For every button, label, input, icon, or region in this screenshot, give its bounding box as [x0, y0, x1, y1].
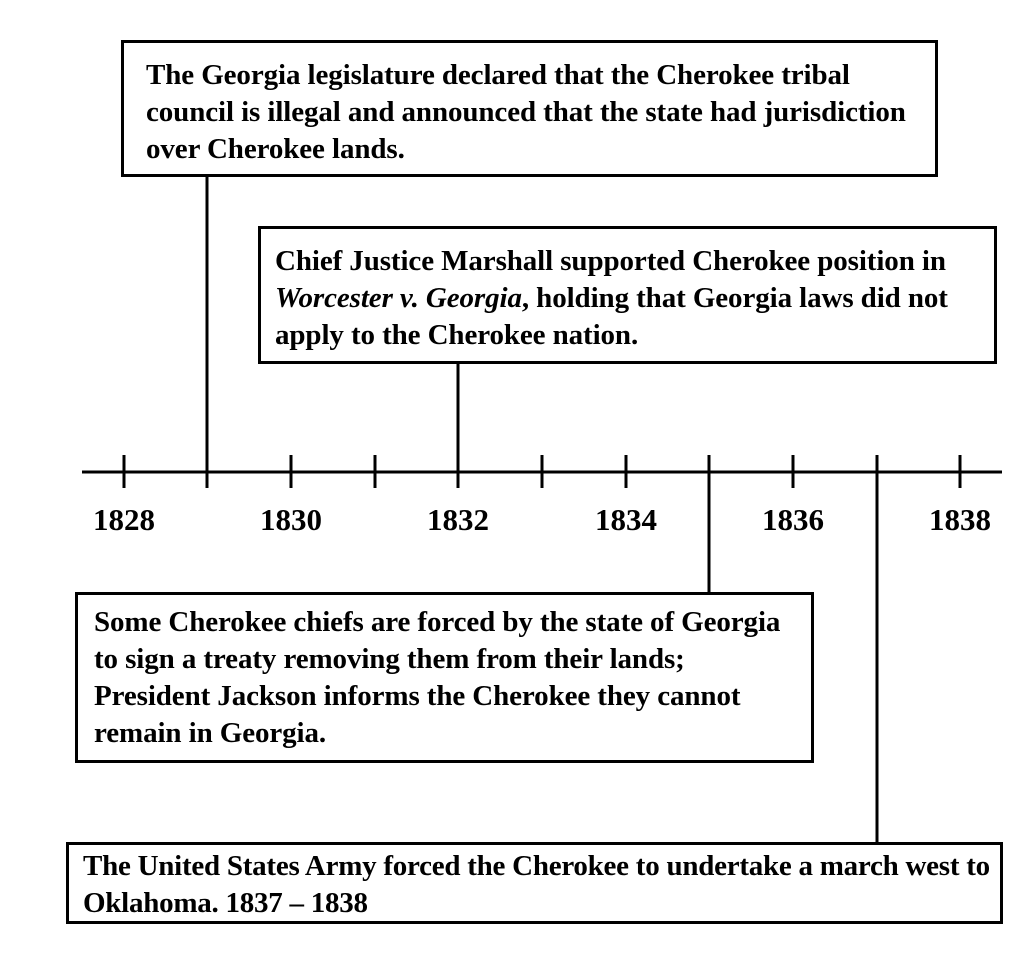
event-text-georgia-legislature: The Georgia legislature declared that the Cherokee tribal council is illegal and announced that the state had jurisdiction over Cherokee lands. — [146, 59, 906, 165]
event-box-march-west — [66, 842, 1003, 924]
event-text-marshall-before: Chief Justice Marshall supported Cherokee position in — [275, 245, 946, 277]
event-box-georgia-legislature — [121, 40, 938, 177]
case-name-worcester-v-georgia: Worcester v. Georgia — [275, 282, 522, 314]
event-text-marshall-after: , holding that Georgia laws did not apply to the Cherokee nation. — [275, 282, 948, 351]
year-label-1830: 1830 — [260, 502, 322, 537]
year-label-1838: 1838 — [929, 502, 991, 537]
year-label-1834: 1834 — [595, 502, 657, 537]
year-label-1836: 1836 — [762, 502, 824, 537]
year-label-1828: 1828 — [93, 502, 155, 537]
year-label-1832: 1832 — [427, 502, 489, 537]
event-text-march-west: The United States Army forced the Cherokee to undertake a march west to Oklahoma. 1837 – 1838 — [83, 850, 990, 919]
event-text-treaty-removal: Some Cherokee chiefs are forced by the state of Georgia to sign a treaty removing them from their lands; President Jackson informs the Cherokee they cannot remain in Georgia. — [94, 606, 781, 749]
event-box-treaty-removal — [75, 592, 814, 763]
event-box-worcester-decision — [258, 226, 997, 364]
